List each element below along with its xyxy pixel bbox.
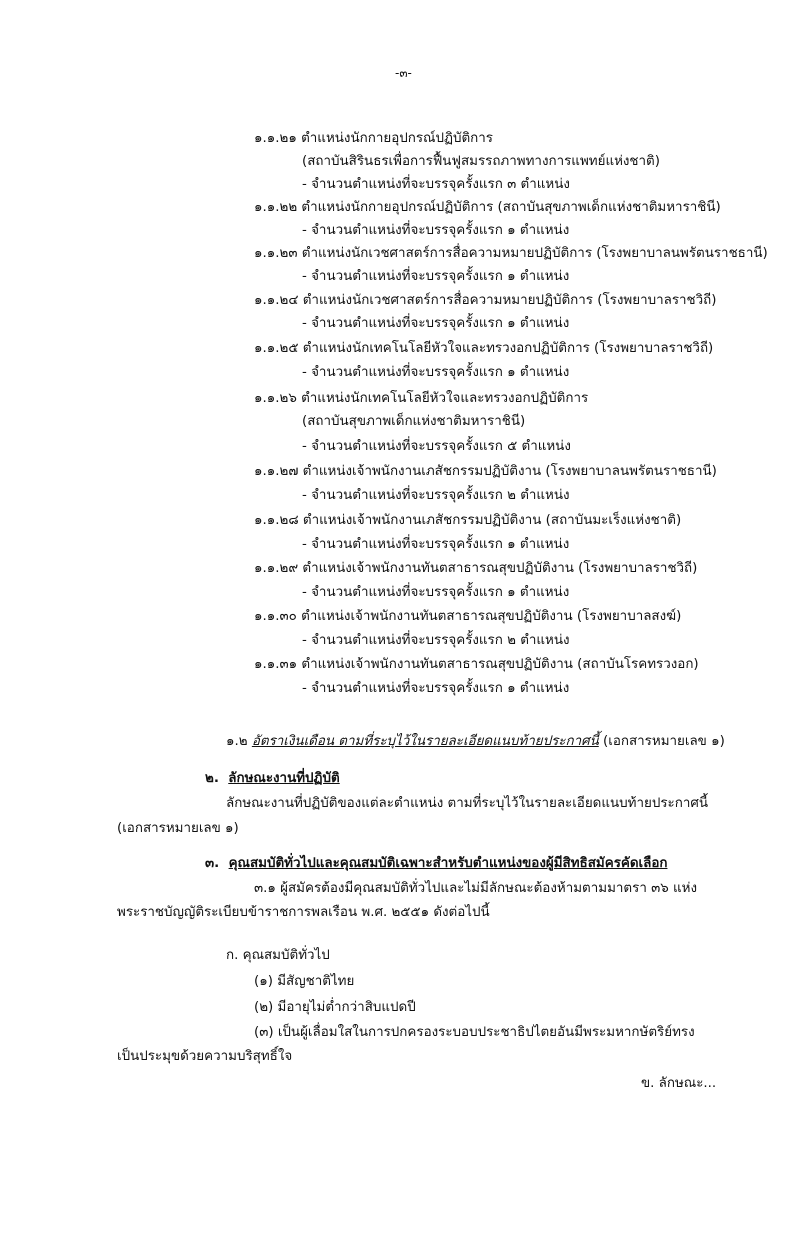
qualification-item-continued: เป็นประมุขด้วยความบริสุทธิ์ใจ xyxy=(117,1049,293,1064)
position-title: ๑.๑.๒๖ ตำแหน่งนักเทคโนโลยีหัวใจและทรวงอกปฏิบัติการ xyxy=(254,391,589,406)
position-title: ๑.๑.๒๕ ตำแหน่งนักเทคโนโลยีหัวใจและทรวงอกปฏิบัติการ (โรงพยาบาลราชวิถี) xyxy=(254,341,714,356)
position-count: - จำนวนตำแหน่งที่จะบรรจุครั้งแรก ๑ ตำแหน่ง xyxy=(302,585,570,600)
section-2-title: ลักษณะงานที่ปฏิบัติ xyxy=(228,771,340,786)
qualification-item: (๒) มีอายุไม่ต่ำกว่าสิบแปดปี xyxy=(254,1000,416,1015)
section-2-text: ลักษณะงานที่ปฏิบัติของแต่ละตำแหน่ง ตามที่ระบุไว้ในรายละเอียดแนบท้ายประกาศนี้ xyxy=(226,796,709,811)
section-3-number: ๓. xyxy=(205,856,220,871)
qualification-item: (๓) เป็นผู้เลื่อมใสในการปกครองระบอบประชาธิปไตยอันมีพระมหากษัตริย์ทรง xyxy=(254,1025,695,1040)
position-title: ๑.๑.๓๑ ตำแหน่งเจ้าพนักงานทันตสาธารณสุขปฏิบัติงาน (สถาบันโรคทรวงอก) xyxy=(254,657,699,672)
qualification-item: (๑) มีสัญชาติไทย xyxy=(254,974,355,989)
position-agency: (สถาบันสุขภาพเด็กแห่งชาติมหาราชินี) xyxy=(302,414,526,429)
position-title: ๑.๑.๓๐ ตำแหน่งเจ้าพนักงานทันตสาธารณสุขปฏิบัติงาน (โรงพยาบาลสงฆ์) xyxy=(254,609,682,624)
position-title: ๑.๑.๒๓ ตำแหน่งนักเวชศาสตร์การสื่อความหมายปฏิบัติการ (โรงพยาบาลนพรัตนราชธานี) xyxy=(254,246,768,261)
salary-underlined-text: อัตราเงินเดือน ตามที่ระบุไว้ในรายละเอียดแนบท้ายประกาศนี้ xyxy=(251,734,599,749)
position-count: - จำนวนตำแหน่งที่จะบรรจุครั้งแรก ๑ ตำแหน่ง xyxy=(302,537,570,552)
position-agency: (สถาบันสิรินธรเพื่อการฟื้นฟูสมรรถภาพทางการแพทย์แห่งชาติ) xyxy=(302,154,660,169)
position-count: - จำนวนตำแหน่งที่จะบรรจุครั้งแรก ๕ ตำแหน่ง xyxy=(302,439,571,454)
position-title: ๑.๑.๒๔ ตำแหน่งนักเวชศาสตร์การสื่อความหมายปฏิบัติการ (โรงพยาบาลราชวิถี) xyxy=(254,293,717,308)
section-3-heading xyxy=(205,855,667,873)
position-count: - จำนวนตำแหน่งที่จะบรรจุครั้งแรก ๑ ตำแหน่ง xyxy=(302,223,570,238)
section-2-number: ๒. xyxy=(205,771,219,786)
position-count: - จำนวนตำแหน่งที่จะบรรจุครั้งแรก ๑ ตำแหน่ง xyxy=(302,681,570,696)
section-3-paragraph: พระราชบัญญัติระเบียบข้าราชการพลเรือน พ.ศ. ๒๕๕๑ ดังต่อไปนี้ xyxy=(117,905,490,920)
page-number: -๓- xyxy=(395,66,412,80)
position-count: - จำนวนตำแหน่งที่จะบรรจุครั้งแรก ๑ ตำแหน่ง xyxy=(302,316,570,331)
position-title: ๑.๑.๒๒ ตำแหน่งนักกายอุปกรณ์ปฏิบัติการ (สถาบันสุขภาพเด็กแห่งชาติมหาราชินี) xyxy=(254,200,721,215)
section-2-text: (เอกสารหมายเลข ๑) xyxy=(117,821,239,836)
salary-document-ref: (เอกสารหมายเลข ๑) xyxy=(603,734,725,749)
position-title: ๑.๑.๒๑ ตำแหน่งนักกายอุปกรณ์ปฏิบัติการ xyxy=(254,131,493,146)
position-title: ๑.๑.๒๗ ตำแหน่งเจ้าพนักงานเภสัชกรรมปฏิบัติงาน (โรงพยาบาลนพรัตนราชธานี) xyxy=(254,464,717,479)
section-3-title: คุณสมบัติทั่วไปและคุณสมบัติเฉพาะสำหรับตำแหน่งของผู้มีสิทธิสมัครคัดเลือก xyxy=(228,856,668,871)
position-count: - จำนวนตำแหน่งที่จะบรรจุครั้งแรก ๓ ตำแหน่ง xyxy=(302,177,570,192)
position-title: ๑.๑.๒๘ ตำแหน่งเจ้าพนักงานเภสัชกรรมปฏิบัติงาน (สถาบันมะเร็งแห่งชาติ) xyxy=(254,513,682,528)
position-count: - จำนวนตำแหน่งที่จะบรรจุครั้งแรก ๒ ตำแหน่ง xyxy=(302,488,570,503)
position-count: - จำนวนตำแหน่งที่จะบรรจุครั้งแรก ๑ ตำแหน่ง xyxy=(302,365,570,380)
salary-line xyxy=(226,733,725,751)
position-title: ๑.๑.๒๙ ตำแหน่งเจ้าพนักงานทันตสาธารณสุขปฏิบัติงาน (โรงพยาบาลราชวิถี) xyxy=(254,561,698,576)
page-continuation: ข. ลักษณะ... xyxy=(641,1076,717,1091)
position-count: - จำนวนตำแหน่งที่จะบรรจุครั้งแรก ๒ ตำแหน่ง xyxy=(302,633,570,648)
position-count: - จำนวนตำแหน่งที่จะบรรจุครั้งแรก ๑ ตำแหน่ง xyxy=(302,269,570,284)
section-2-heading xyxy=(205,770,340,788)
section-3-paragraph: ๓.๑ ผู้สมัครต้องมีคุณสมบัติทั่วไปและไม่มีลักษณะต้องห้ามตามมาตรา ๓๖ แห่ง xyxy=(254,881,698,896)
salary-number: ๑.๒ xyxy=(226,734,248,749)
general-qualifications-heading: ก. คุณสมบัติทั่วไป xyxy=(226,948,330,963)
